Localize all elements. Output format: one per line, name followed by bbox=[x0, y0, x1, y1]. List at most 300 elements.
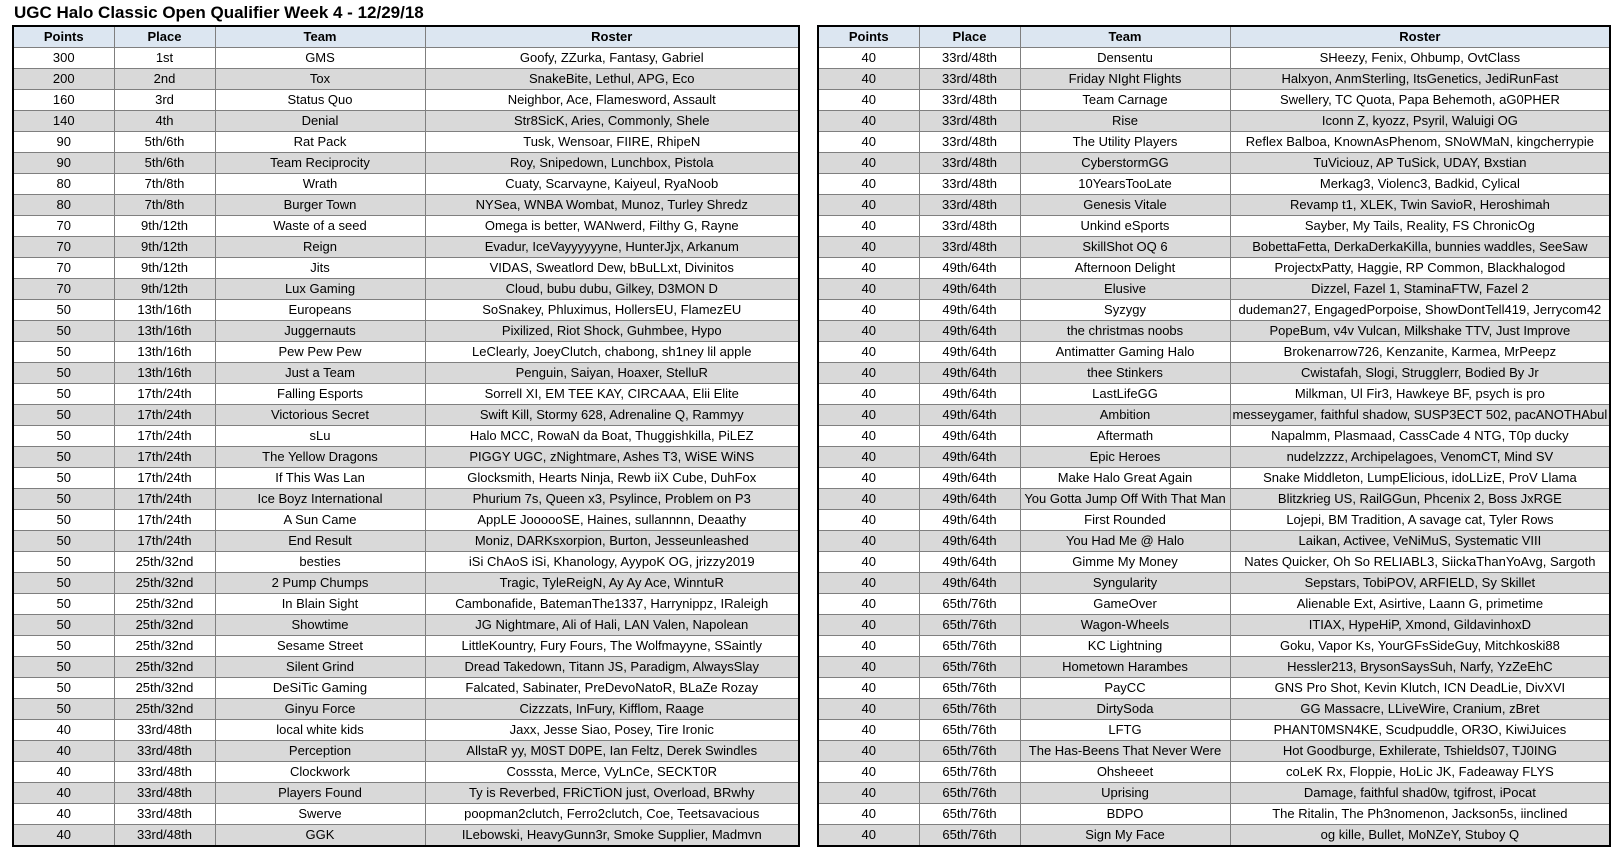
roster-cell: Merkag3, Violenc3, Badkid, Cylical bbox=[1230, 174, 1610, 195]
place-cell: 65th/76th bbox=[919, 594, 1020, 615]
points-cell: 300 bbox=[13, 48, 114, 69]
roster-cell: Str8SicK, Aries, Commonly, Shele bbox=[425, 111, 799, 132]
place-cell: 17th/24th bbox=[114, 384, 215, 405]
points-cell: 40 bbox=[818, 636, 919, 657]
place-cell: 9th/12th bbox=[114, 216, 215, 237]
points-cell: 40 bbox=[818, 699, 919, 720]
team-cell: Syngularity bbox=[1020, 573, 1230, 594]
points-cell: 70 bbox=[13, 258, 114, 279]
team-cell: Status Quo bbox=[215, 90, 425, 111]
roster-cell: Milkman, Ul Fir3, Hawkeye BF, psych is pro bbox=[1230, 384, 1610, 405]
roster-cell: Goku, Vapor Ks, YourGFsSideGuy, Mitchkoski88 bbox=[1230, 636, 1610, 657]
points-cell: 40 bbox=[13, 804, 114, 825]
place-cell: 17th/24th bbox=[114, 468, 215, 489]
roster-cell: Blitzkrieg US, RailGGun, Phcenix 2, Boss JxRGE bbox=[1230, 489, 1610, 510]
table-row bbox=[13, 237, 799, 258]
table-row bbox=[818, 447, 1610, 468]
roster-cell: Glocksmith, Hearts Ninja, Rewb iiX Cube, DuhFox bbox=[425, 468, 799, 489]
roster-cell: Cloud, bubu dubu, Gilkey, D3MON D bbox=[425, 279, 799, 300]
place-cell: 65th/76th bbox=[919, 762, 1020, 783]
points-cell: 50 bbox=[13, 384, 114, 405]
roster-cell: BobettaFetta, DerkaDerkaKilla, bunnies waddles, SeeSaw bbox=[1230, 237, 1610, 258]
team-cell: Sesame Street bbox=[215, 636, 425, 657]
table-row bbox=[818, 636, 1610, 657]
roster-cell: Cuaty, Scarvayne, Kaiyeul, RyaNoob bbox=[425, 174, 799, 195]
roster-cell: Napalmm, Plasmaad, CassCade 4 NTG, T0p ducky bbox=[1230, 426, 1610, 447]
roster-cell: Tragic, TyleReigN, Ay Ay Ace, WinntuR bbox=[425, 573, 799, 594]
team-cell: Ginyu Force bbox=[215, 699, 425, 720]
points-cell: 50 bbox=[13, 321, 114, 342]
table-row bbox=[13, 825, 799, 847]
team-cell: Pew Pew Pew bbox=[215, 342, 425, 363]
place-cell: 17th/24th bbox=[114, 531, 215, 552]
place-cell: 17th/24th bbox=[114, 510, 215, 531]
team-cell: SkillShot OQ 6 bbox=[1020, 237, 1230, 258]
place-cell: 7th/8th bbox=[114, 174, 215, 195]
table-row bbox=[13, 594, 799, 615]
team-cell: You Had Me @ Halo bbox=[1020, 531, 1230, 552]
place-cell: 17th/24th bbox=[114, 426, 215, 447]
table-row bbox=[13, 762, 799, 783]
place-cell: 65th/76th bbox=[919, 720, 1020, 741]
team-cell: CyberstormGG bbox=[1020, 153, 1230, 174]
table-row bbox=[13, 111, 799, 132]
points-cell: 40 bbox=[818, 678, 919, 699]
team-cell: You Gotta Jump Off With That Man bbox=[1020, 489, 1230, 510]
points-cell: 50 bbox=[13, 342, 114, 363]
place-cell: 49th/64th bbox=[919, 405, 1020, 426]
table-row bbox=[818, 741, 1610, 762]
header-points: Points bbox=[818, 26, 919, 48]
table-row bbox=[818, 594, 1610, 615]
points-cell: 80 bbox=[13, 174, 114, 195]
table-row bbox=[818, 699, 1610, 720]
points-cell: 50 bbox=[13, 300, 114, 321]
place-cell: 9th/12th bbox=[114, 258, 215, 279]
roster-cell: Snake Middleton, LumpElicious, idoLLizE, ProV Llama bbox=[1230, 468, 1610, 489]
place-cell: 65th/76th bbox=[919, 657, 1020, 678]
points-cell: 40 bbox=[818, 573, 919, 594]
team-cell: Victorious Secret bbox=[215, 405, 425, 426]
place-cell: 33rd/48th bbox=[919, 69, 1020, 90]
table-row bbox=[13, 384, 799, 405]
team-cell: Ambition bbox=[1020, 405, 1230, 426]
roster-cell: Brokenarrow726, Kenzanite, Karmea, MrPeepz bbox=[1230, 342, 1610, 363]
roster-cell: og kille, Bullet, MoNZeY, Stuboy Q bbox=[1230, 825, 1610, 847]
place-cell: 2nd bbox=[114, 69, 215, 90]
team-cell: Syzygy bbox=[1020, 300, 1230, 321]
points-cell: 40 bbox=[13, 783, 114, 804]
roster-cell: iSi ChAoS iSi, Khanology, AyypoK OG, jrizzy2019 bbox=[425, 552, 799, 573]
table-row bbox=[13, 258, 799, 279]
team-cell: Clockwork bbox=[215, 762, 425, 783]
roster-cell: Damage, faithful shad0w, tgifrost, iPocat bbox=[1230, 783, 1610, 804]
page-title: UGC Halo Classic Open Qualifier Week 4 - 12/29/18 bbox=[14, 3, 424, 22]
place-cell: 13th/16th bbox=[114, 363, 215, 384]
table-row bbox=[13, 195, 799, 216]
team-cell: Just a Team bbox=[215, 363, 425, 384]
place-cell: 13th/16th bbox=[114, 300, 215, 321]
team-cell: A Sun Came bbox=[215, 510, 425, 531]
place-cell: 13th/16th bbox=[114, 342, 215, 363]
place-cell: 9th/12th bbox=[114, 279, 215, 300]
table-row bbox=[13, 489, 799, 510]
place-cell: 65th/76th bbox=[919, 678, 1020, 699]
roster-cell: AppLE JoooooSE, Haines, sullannnn, Deaathy bbox=[425, 510, 799, 531]
points-cell: 40 bbox=[818, 762, 919, 783]
place-cell: 49th/64th bbox=[919, 573, 1020, 594]
table-row bbox=[13, 552, 799, 573]
roster-cell: LittleKountry, Fury Fours, The Wolfmayyne, SSaintly bbox=[425, 636, 799, 657]
place-cell: 49th/64th bbox=[919, 552, 1020, 573]
team-cell: In Blain Sight bbox=[215, 594, 425, 615]
table-row bbox=[818, 657, 1610, 678]
place-cell: 33rd/48th bbox=[114, 720, 215, 741]
roster-cell: coLeK Rx, Floppie, HoLic JK, Fadeaway FLYS bbox=[1230, 762, 1610, 783]
points-cell: 50 bbox=[13, 678, 114, 699]
roster-cell: Goofy, ZZurka, Fantasy, Gabriel bbox=[425, 48, 799, 69]
roster-cell: VIDAS, Sweatlord Dew, bBuLLxt, Divinitos bbox=[425, 258, 799, 279]
roster-cell: Tusk, Wensoar, FIIRE, RhipeN bbox=[425, 132, 799, 153]
roster-cell: Halxyon, AnmSterling, ItsGenetics, JediRunFast bbox=[1230, 69, 1610, 90]
table-row bbox=[13, 699, 799, 720]
roster-cell: Sayber, My Tails, Reality, FS ChronicOg bbox=[1230, 216, 1610, 237]
table-row bbox=[13, 468, 799, 489]
table-row bbox=[13, 804, 799, 825]
points-cell: 40 bbox=[818, 783, 919, 804]
header-points: Points bbox=[13, 26, 114, 48]
place-cell: 13th/16th bbox=[114, 321, 215, 342]
roster-cell: Neighbor, Ace, Flamesword, Assault bbox=[425, 90, 799, 111]
table-row bbox=[818, 510, 1610, 531]
table-row bbox=[818, 153, 1610, 174]
points-cell: 40 bbox=[818, 48, 919, 69]
table-row bbox=[13, 69, 799, 90]
roster-cell: Nates Quicker, Oh So RELIABL3, SiickaThanYoAvg, Sargoth bbox=[1230, 552, 1610, 573]
team-cell: 2 Pump Chumps bbox=[215, 573, 425, 594]
roster-cell: Cambonafide, BatemanThe1337, Harrynippz, IRaleigh bbox=[425, 594, 799, 615]
points-cell: 40 bbox=[818, 363, 919, 384]
place-cell: 25th/32nd bbox=[114, 615, 215, 636]
points-cell: 40 bbox=[818, 426, 919, 447]
roster-cell: Evadur, IceVayyyyyyne, HunterJjx, Arkanum bbox=[425, 237, 799, 258]
table-row bbox=[13, 321, 799, 342]
place-cell: 7th/8th bbox=[114, 195, 215, 216]
table-row bbox=[818, 405, 1610, 426]
place-cell: 33rd/48th bbox=[114, 741, 215, 762]
place-cell: 49th/64th bbox=[919, 363, 1020, 384]
place-cell: 33rd/48th bbox=[919, 132, 1020, 153]
points-cell: 40 bbox=[818, 804, 919, 825]
points-cell: 40 bbox=[818, 405, 919, 426]
place-cell: 65th/76th bbox=[919, 804, 1020, 825]
place-cell: 25th/32nd bbox=[114, 636, 215, 657]
team-cell: thee Stinkers bbox=[1020, 363, 1230, 384]
points-cell: 40 bbox=[818, 111, 919, 132]
place-cell: 33rd/48th bbox=[919, 237, 1020, 258]
roster-cell: Sorrell XI, EM TEE KAY, CIRCAAA, Elii Elite bbox=[425, 384, 799, 405]
table-row bbox=[818, 363, 1610, 384]
team-cell: Europeans bbox=[215, 300, 425, 321]
points-cell: 50 bbox=[13, 489, 114, 510]
header-team: Team bbox=[215, 26, 425, 48]
place-cell: 25th/32nd bbox=[114, 573, 215, 594]
team-cell: Sign My Face bbox=[1020, 825, 1230, 847]
table-row bbox=[13, 174, 799, 195]
table-row bbox=[13, 615, 799, 636]
table-row bbox=[13, 573, 799, 594]
points-cell: 50 bbox=[13, 405, 114, 426]
roster-cell: Pixilized, Riot Shock, Guhmbee, Hypo bbox=[425, 321, 799, 342]
table-row bbox=[818, 531, 1610, 552]
points-cell: 40 bbox=[818, 321, 919, 342]
roster-cell: Jaxx, Jesse Siao, Posey, Tire Ironic bbox=[425, 720, 799, 741]
place-cell: 25th/32nd bbox=[114, 678, 215, 699]
roster-cell: dudeman27, EngagedPorpoise, ShowDontTell419, Jerrycom42 bbox=[1230, 300, 1610, 321]
team-cell: Silent Grind bbox=[215, 657, 425, 678]
team-cell: Team Carnage bbox=[1020, 90, 1230, 111]
team-cell: besties bbox=[215, 552, 425, 573]
place-cell: 5th/6th bbox=[114, 153, 215, 174]
place-cell: 3rd bbox=[114, 90, 215, 111]
team-cell: local white kids bbox=[215, 720, 425, 741]
roster-cell: Moniz, DARKsxorpion, Burton, Jesseunleashed bbox=[425, 531, 799, 552]
table-row bbox=[818, 279, 1610, 300]
table-row bbox=[818, 90, 1610, 111]
team-cell: Friday NIght Flights bbox=[1020, 69, 1230, 90]
header-team: Team bbox=[1020, 26, 1230, 48]
place-cell: 33rd/48th bbox=[919, 90, 1020, 111]
points-cell: 40 bbox=[818, 258, 919, 279]
team-cell: Elusive bbox=[1020, 279, 1230, 300]
place-cell: 49th/64th bbox=[919, 384, 1020, 405]
team-cell: GGK bbox=[215, 825, 425, 847]
table-row bbox=[13, 678, 799, 699]
table-row bbox=[13, 216, 799, 237]
roster-cell: nudelzzzz, Archipelagoes, VenomCT, Mind SV bbox=[1230, 447, 1610, 468]
roster-cell: Revamp t1, XLEK, Twin SavioR, Heroshimah bbox=[1230, 195, 1610, 216]
team-cell: Perception bbox=[215, 741, 425, 762]
table-row bbox=[818, 174, 1610, 195]
points-cell: 80 bbox=[13, 195, 114, 216]
points-cell: 50 bbox=[13, 615, 114, 636]
points-cell: 50 bbox=[13, 552, 114, 573]
points-cell: 40 bbox=[13, 762, 114, 783]
place-cell: 49th/64th bbox=[919, 489, 1020, 510]
team-cell: Ice Boyz International bbox=[215, 489, 425, 510]
points-cell: 90 bbox=[13, 153, 114, 174]
team-cell: First Rounded bbox=[1020, 510, 1230, 531]
points-cell: 40 bbox=[818, 468, 919, 489]
place-cell: 49th/64th bbox=[919, 300, 1020, 321]
team-cell: LastLifeGG bbox=[1020, 384, 1230, 405]
team-cell: End Result bbox=[215, 531, 425, 552]
roster-cell: poopman2clutch, Ferro2clutch, Coe, Teetsavacious bbox=[425, 804, 799, 825]
points-cell: 40 bbox=[818, 279, 919, 300]
header-row bbox=[13, 26, 799, 48]
place-cell: 65th/76th bbox=[919, 636, 1020, 657]
team-cell: sLu bbox=[215, 426, 425, 447]
points-cell: 50 bbox=[13, 468, 114, 489]
team-cell: Denial bbox=[215, 111, 425, 132]
table-row bbox=[818, 552, 1610, 573]
team-cell: Tox bbox=[215, 69, 425, 90]
team-cell: Showtime bbox=[215, 615, 425, 636]
roster-cell: Alienable Ext, Asirtive, Laann G, primetime bbox=[1230, 594, 1610, 615]
points-cell: 40 bbox=[818, 300, 919, 321]
place-cell: 49th/64th bbox=[919, 279, 1020, 300]
place-cell: 33rd/48th bbox=[114, 783, 215, 804]
team-cell: PayCC bbox=[1020, 678, 1230, 699]
points-cell: 50 bbox=[13, 636, 114, 657]
header-roster: Roster bbox=[425, 26, 799, 48]
table-row bbox=[818, 468, 1610, 489]
team-cell: Juggernauts bbox=[215, 321, 425, 342]
place-cell: 49th/64th bbox=[919, 342, 1020, 363]
team-cell: Waste of a seed bbox=[215, 216, 425, 237]
table-row bbox=[13, 720, 799, 741]
place-cell: 33rd/48th bbox=[114, 762, 215, 783]
roster-cell: Falcated, Sabinater, PreDevoNatoR, BLaZe Rozay bbox=[425, 678, 799, 699]
points-cell: 50 bbox=[13, 531, 114, 552]
team-cell: Reign bbox=[215, 237, 425, 258]
team-cell: The Utility Players bbox=[1020, 132, 1230, 153]
roster-cell: Cizzzats, InFury, Kifflom, Raage bbox=[425, 699, 799, 720]
table-row bbox=[13, 153, 799, 174]
points-cell: 40 bbox=[818, 216, 919, 237]
roster-cell: Cosssta, Merce, VyLnCe, SECKT0R bbox=[425, 762, 799, 783]
team-cell: Falling Esports bbox=[215, 384, 425, 405]
place-cell: 9th/12th bbox=[114, 237, 215, 258]
table-row bbox=[818, 48, 1610, 69]
table-row bbox=[13, 300, 799, 321]
team-cell: LFTG bbox=[1020, 720, 1230, 741]
points-cell: 70 bbox=[13, 279, 114, 300]
points-cell: 50 bbox=[13, 426, 114, 447]
table-row bbox=[818, 384, 1610, 405]
place-cell: 5th/6th bbox=[114, 132, 215, 153]
team-cell: Unkind eSports bbox=[1020, 216, 1230, 237]
team-cell: Swerve bbox=[215, 804, 425, 825]
roster-cell: PIGGY UGC, zNightmare, Ashes T3, WiSE WiNS bbox=[425, 447, 799, 468]
roster-cell: LeClearly, JoeyClutch, chabong, sh1ney lil apple bbox=[425, 342, 799, 363]
roster-cell: Dread Takedown, Titann JS, Paradigm, AlwaysSlay bbox=[425, 657, 799, 678]
points-cell: 140 bbox=[13, 111, 114, 132]
team-cell: Antimatter Gaming Halo bbox=[1020, 342, 1230, 363]
roster-cell: ITIAX, HypeHiP, Xmond, GildavinhoxD bbox=[1230, 615, 1610, 636]
table-row bbox=[818, 615, 1610, 636]
points-cell: 40 bbox=[13, 825, 114, 847]
table-row bbox=[13, 531, 799, 552]
roster-cell: Iconn Z, kyozz, Psyril, Waluigi OG bbox=[1230, 111, 1610, 132]
roster-cell: Hessler213, BrysonSaysSuh, Narfy, YzZeEhC bbox=[1230, 657, 1610, 678]
roster-cell: Cwistafah, Slogi, Strugglerr, Bodied By Jr bbox=[1230, 363, 1610, 384]
table-row bbox=[818, 258, 1610, 279]
table-row bbox=[13, 783, 799, 804]
roster-cell: ILebowski, HeavyGunn3r, Smoke Supplier, Madmvn bbox=[425, 825, 799, 847]
team-cell: Hometown Harambes bbox=[1020, 657, 1230, 678]
place-cell: 65th/76th bbox=[919, 741, 1020, 762]
roster-cell: GG Massacre, LLiveWire, Cranium, zBret bbox=[1230, 699, 1610, 720]
table-row bbox=[818, 825, 1610, 847]
points-cell: 40 bbox=[818, 384, 919, 405]
table-row bbox=[818, 132, 1610, 153]
points-cell: 50 bbox=[13, 447, 114, 468]
team-cell: Team Reciprocity bbox=[215, 153, 425, 174]
points-cell: 50 bbox=[13, 510, 114, 531]
team-cell: Afternoon Delight bbox=[1020, 258, 1230, 279]
roster-cell: PopeBum, v4v Vulcan, Milkshake TTV, Just Improve bbox=[1230, 321, 1610, 342]
roster-cell: Swellery, TC Quota, Papa Behemoth, aG0PHER bbox=[1230, 90, 1610, 111]
place-cell: 49th/64th bbox=[919, 510, 1020, 531]
points-cell: 200 bbox=[13, 69, 114, 90]
place-cell: 33rd/48th bbox=[919, 48, 1020, 69]
place-cell: 49th/64th bbox=[919, 426, 1020, 447]
points-cell: 40 bbox=[818, 195, 919, 216]
roster-cell: SHeezy, Fenix, Ohbump, OvtClass bbox=[1230, 48, 1610, 69]
points-cell: 50 bbox=[13, 573, 114, 594]
table-row bbox=[818, 720, 1610, 741]
team-cell: The Has-Beens That Never Were bbox=[1020, 741, 1230, 762]
header-place: Place bbox=[114, 26, 215, 48]
team-cell: Epic Heroes bbox=[1020, 447, 1230, 468]
points-cell: 40 bbox=[13, 741, 114, 762]
place-cell: 33rd/48th bbox=[919, 174, 1020, 195]
roster-cell: The Ritalin, The Ph3nomenon, Jackson5s, iinclined bbox=[1230, 804, 1610, 825]
points-cell: 40 bbox=[818, 132, 919, 153]
table-row bbox=[13, 657, 799, 678]
table-row bbox=[818, 762, 1610, 783]
points-cell: 40 bbox=[818, 153, 919, 174]
points-cell: 40 bbox=[818, 615, 919, 636]
team-cell: Wrath bbox=[215, 174, 425, 195]
place-cell: 49th/64th bbox=[919, 468, 1020, 489]
place-cell: 33rd/48th bbox=[919, 216, 1020, 237]
points-cell: 40 bbox=[818, 657, 919, 678]
points-cell: 50 bbox=[13, 699, 114, 720]
points-cell: 40 bbox=[818, 531, 919, 552]
team-cell: Densentu bbox=[1020, 48, 1230, 69]
roster-cell: Penguin, Saiyan, Hoaxer, StelluR bbox=[425, 363, 799, 384]
roster-cell: Swift Kill, Stormy 628, Adrenaline Q, Rammyy bbox=[425, 405, 799, 426]
table-row bbox=[818, 678, 1610, 699]
header-row bbox=[818, 26, 1610, 48]
roster-cell: Dizzel, Fazel 1, StaminaFTW, Fazel 2 bbox=[1230, 279, 1610, 300]
roster-cell: Omega is better, WANwerd, Filthy G, Rayne bbox=[425, 216, 799, 237]
team-cell: DeSiTic Gaming bbox=[215, 678, 425, 699]
team-cell: Jits bbox=[215, 258, 425, 279]
header-roster: Roster bbox=[1230, 26, 1610, 48]
roster-cell: SoSnakey, Phluximus, HollersEU, FlamezEU bbox=[425, 300, 799, 321]
roster-cell: Laikan, Activee, VeNiMuS, Systematic VIII bbox=[1230, 531, 1610, 552]
table-row bbox=[818, 321, 1610, 342]
team-cell: BDPO bbox=[1020, 804, 1230, 825]
place-cell: 33rd/48th bbox=[114, 804, 215, 825]
roster-cell: Halo MCC, RowaN da Boat, Thuggishkilla, PiLEZ bbox=[425, 426, 799, 447]
place-cell: 33rd/48th bbox=[919, 111, 1020, 132]
points-cell: 40 bbox=[13, 720, 114, 741]
table-row bbox=[13, 48, 799, 69]
team-cell: Aftermath bbox=[1020, 426, 1230, 447]
table-row bbox=[818, 69, 1610, 90]
team-cell: Uprising bbox=[1020, 783, 1230, 804]
team-cell: the christmas noobs bbox=[1020, 321, 1230, 342]
place-cell: 33rd/48th bbox=[114, 825, 215, 847]
roster-cell: Ty is Reverbed, FRiCTiON just, Overload, BRwhy bbox=[425, 783, 799, 804]
points-cell: 40 bbox=[818, 741, 919, 762]
points-cell: 40 bbox=[818, 825, 919, 847]
team-cell: Genesis Vitale bbox=[1020, 195, 1230, 216]
